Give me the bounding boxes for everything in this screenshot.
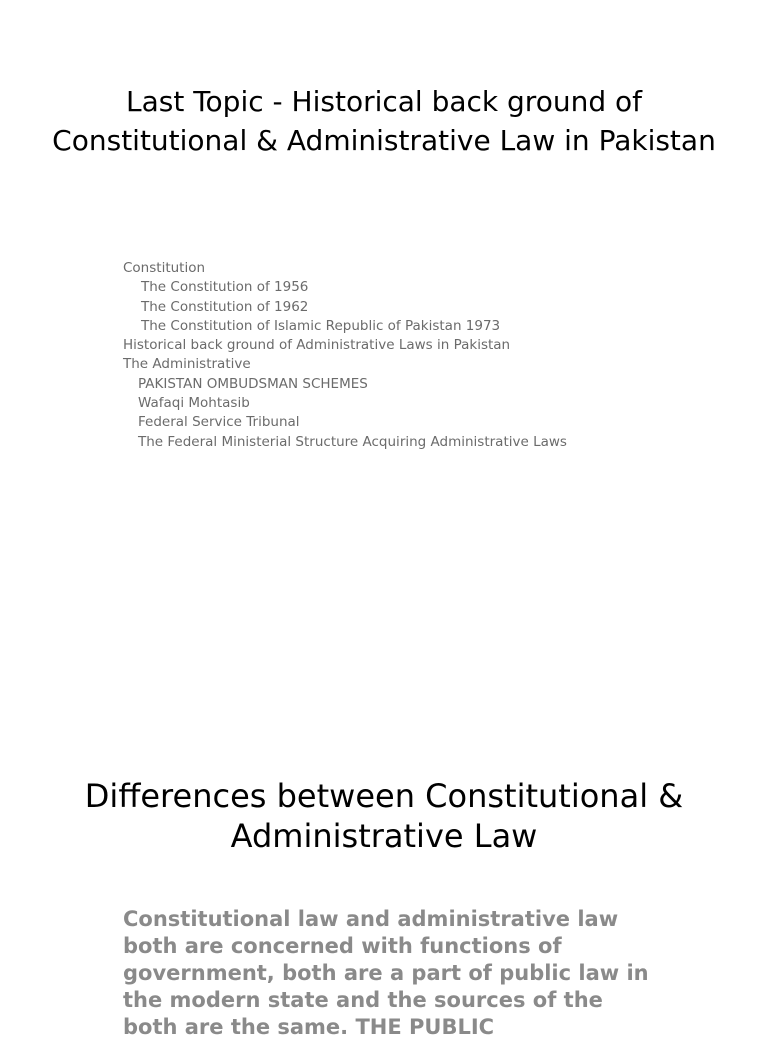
slide-2-title: Differences between Constitutional & Administrative Law [84,777,684,855]
outline-item-text: The Federal Ministerial Structure Acquiring Administrative Laws [138,433,567,450]
outline-item: The Constitution of 1962 [141,298,309,315]
outline-item: The Administrative [123,356,251,373]
outline-item: The Constitution of Islamic Republic of Pakistan 1973 [141,317,501,334]
outline-item: The Constitution of 1956 [141,279,309,296]
slide-2-body: Constitutional law and administrative law both are concerned with functions of government, both are a part of public law in the modern state and the sources of the both are the same. THE PUBLIC [123,907,649,1039]
outline-item [123,433,613,451]
outline-item: Federal Service Tribunal [138,414,300,431]
outline-item: Wafaqi Mohtasib [138,395,250,412]
outline-item: PAKISTAN OMBUDSMAN SCHEMES [138,375,368,392]
outline-item: Historical back ground of Administrative Laws in Pakistan [123,337,511,354]
outline-item: Constitution [123,260,206,276]
topic-outline [123,259,623,451]
slide-1-title: Last Topic - Historical back ground of Constitutional & Administrative Law in Pakistan [52,85,716,157]
